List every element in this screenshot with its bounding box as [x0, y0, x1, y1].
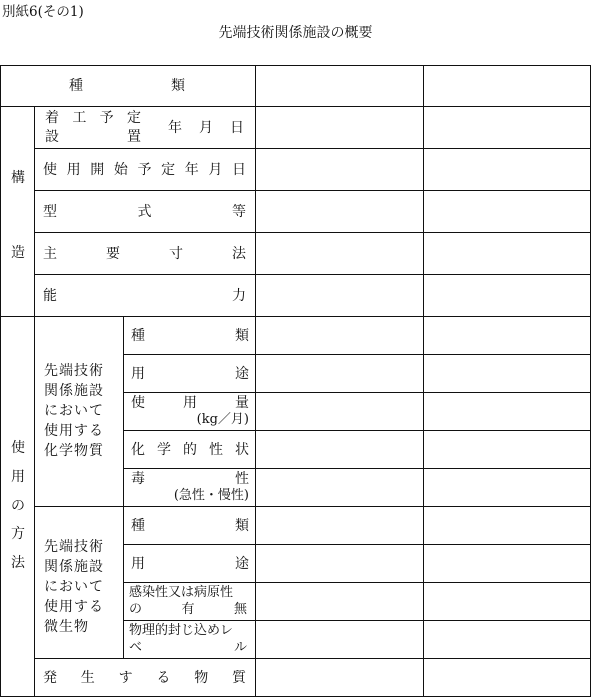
structure-dimensions-value-1[interactable] — [255, 232, 424, 275]
structure-label: 構 造 — [11, 170, 25, 261]
chemical-row-type-label: 種 類 — [131, 328, 249, 344]
chemical-type-value-2[interactable] — [423, 316, 591, 355]
structure-capacity-value-2[interactable] — [423, 274, 591, 317]
structure-row-use-date-label: 使 用 開 始 予 定 年 月 日 — [43, 162, 246, 178]
chemical-amount-value-1[interactable] — [255, 392, 424, 431]
structure-use-date-value-1[interactable] — [255, 148, 424, 191]
structure-row-model — [34, 190, 256, 233]
generated-value-2[interactable] — [423, 658, 591, 697]
sheet-reference: 別紙6(その1) — [2, 4, 84, 20]
microbe-row-infectivity — [123, 582, 256, 621]
structure-model-value-2[interactable] — [423, 190, 591, 233]
chemical-row-toxicity — [123, 468, 256, 507]
chemical-amount-value-2[interactable] — [423, 392, 591, 431]
chemical-row-amount-label: 使 用 量 — [131, 395, 249, 411]
chemical-row-properties-label: 化 学 的 性 状 — [131, 442, 249, 458]
structure-model-value-1[interactable] — [255, 190, 424, 233]
microbe-row-containment-label: 物理的封じ込めレ ベ ル — [129, 623, 247, 655]
chemical-row-type — [123, 316, 256, 355]
kind-value-cell-1[interactable] — [255, 65, 424, 107]
generated-row-label: 発 生 す る 物 質 — [43, 670, 246, 686]
microbe-infectivity-value-2[interactable] — [423, 582, 591, 621]
chemical-row-purpose-label: 用 途 — [131, 366, 249, 382]
chemical-amount-unit: (kg／月) — [196, 412, 249, 427]
structure-row-capacity — [34, 274, 256, 317]
microbe-group-cell — [34, 506, 124, 659]
structure-row-start-date — [34, 106, 256, 149]
chemical-type-value-1[interactable] — [255, 316, 424, 355]
structure-start-date-value-1[interactable] — [255, 106, 424, 149]
microbe-row-containment — [123, 620, 256, 659]
microbe-containment-value-2[interactable] — [423, 620, 591, 659]
chemical-toxicity-note: (急性・慢性) — [173, 488, 249, 503]
usage-label: 使 用 の 方 法 — [11, 440, 25, 571]
chemical-group-label: 先端技術関係施設において使用する化学物質 — [44, 363, 104, 459]
structure-row-dimensions — [34, 232, 256, 275]
structure-use-date-value-2[interactable] — [423, 148, 591, 191]
microbe-type-value-1[interactable] — [255, 506, 424, 545]
generated-value-1[interactable] — [255, 658, 424, 697]
structure-capacity-value-1[interactable] — [255, 274, 424, 317]
chemical-toxicity-value-1[interactable] — [255, 468, 424, 507]
microbe-row-type-label: 種 類 — [131, 518, 249, 534]
generated-row — [34, 658, 256, 697]
chemical-group-cell — [34, 316, 124, 507]
chemical-purpose-value-1[interactable] — [255, 354, 424, 393]
structure-start-date-value-2[interactable] — [423, 106, 591, 149]
structure-row-dimensions-label: 主 要 寸 法 — [43, 246, 246, 262]
structure-row-capacity-label: 能 力 — [43, 288, 246, 304]
usage-section — [0, 316, 35, 697]
structure-section — [0, 106, 35, 317]
microbe-containment-value-1[interactable] — [255, 620, 424, 659]
kind-label: 種 類 — [69, 78, 185, 94]
chemical-row-purpose — [123, 354, 256, 393]
kind-header-cell — [0, 65, 256, 107]
structure-row-start-date-suffix: 年 月 日 — [168, 120, 244, 136]
microbe-row-purpose — [123, 544, 256, 583]
microbe-infectivity-value-1[interactable] — [255, 582, 424, 621]
structure-row-use-date — [34, 148, 256, 191]
microbe-type-value-2[interactable] — [423, 506, 591, 545]
chemical-properties-value-2[interactable] — [423, 430, 591, 469]
chemical-properties-value-1[interactable] — [255, 430, 424, 469]
kind-value-cell-2[interactable] — [423, 65, 591, 107]
microbe-purpose-value-2[interactable] — [423, 544, 591, 583]
microbe-group-label: 先端技術関係施設において使用する微生物 — [44, 539, 104, 635]
microbe-purpose-value-1[interactable] — [255, 544, 424, 583]
chemical-row-properties — [123, 430, 256, 469]
chemical-row-amount — [123, 392, 256, 431]
structure-row-start-date-label: 着 工 予 定 設 置 — [45, 110, 141, 145]
microbe-row-purpose-label: 用 途 — [131, 556, 249, 572]
page-title: 先端技術関係施設の概要 — [218, 25, 373, 41]
structure-dimensions-value-2[interactable] — [423, 232, 591, 275]
microbe-row-type — [123, 506, 256, 545]
chemical-row-toxicity-label: 毒 性 — [131, 471, 249, 487]
microbe-row-infectivity-label: 感染性又は病原性 の 有 無 — [129, 585, 247, 617]
structure-row-model-label: 型 式 等 — [43, 204, 246, 220]
chemical-purpose-value-2[interactable] — [423, 354, 591, 393]
chemical-toxicity-value-2[interactable] — [423, 468, 591, 507]
